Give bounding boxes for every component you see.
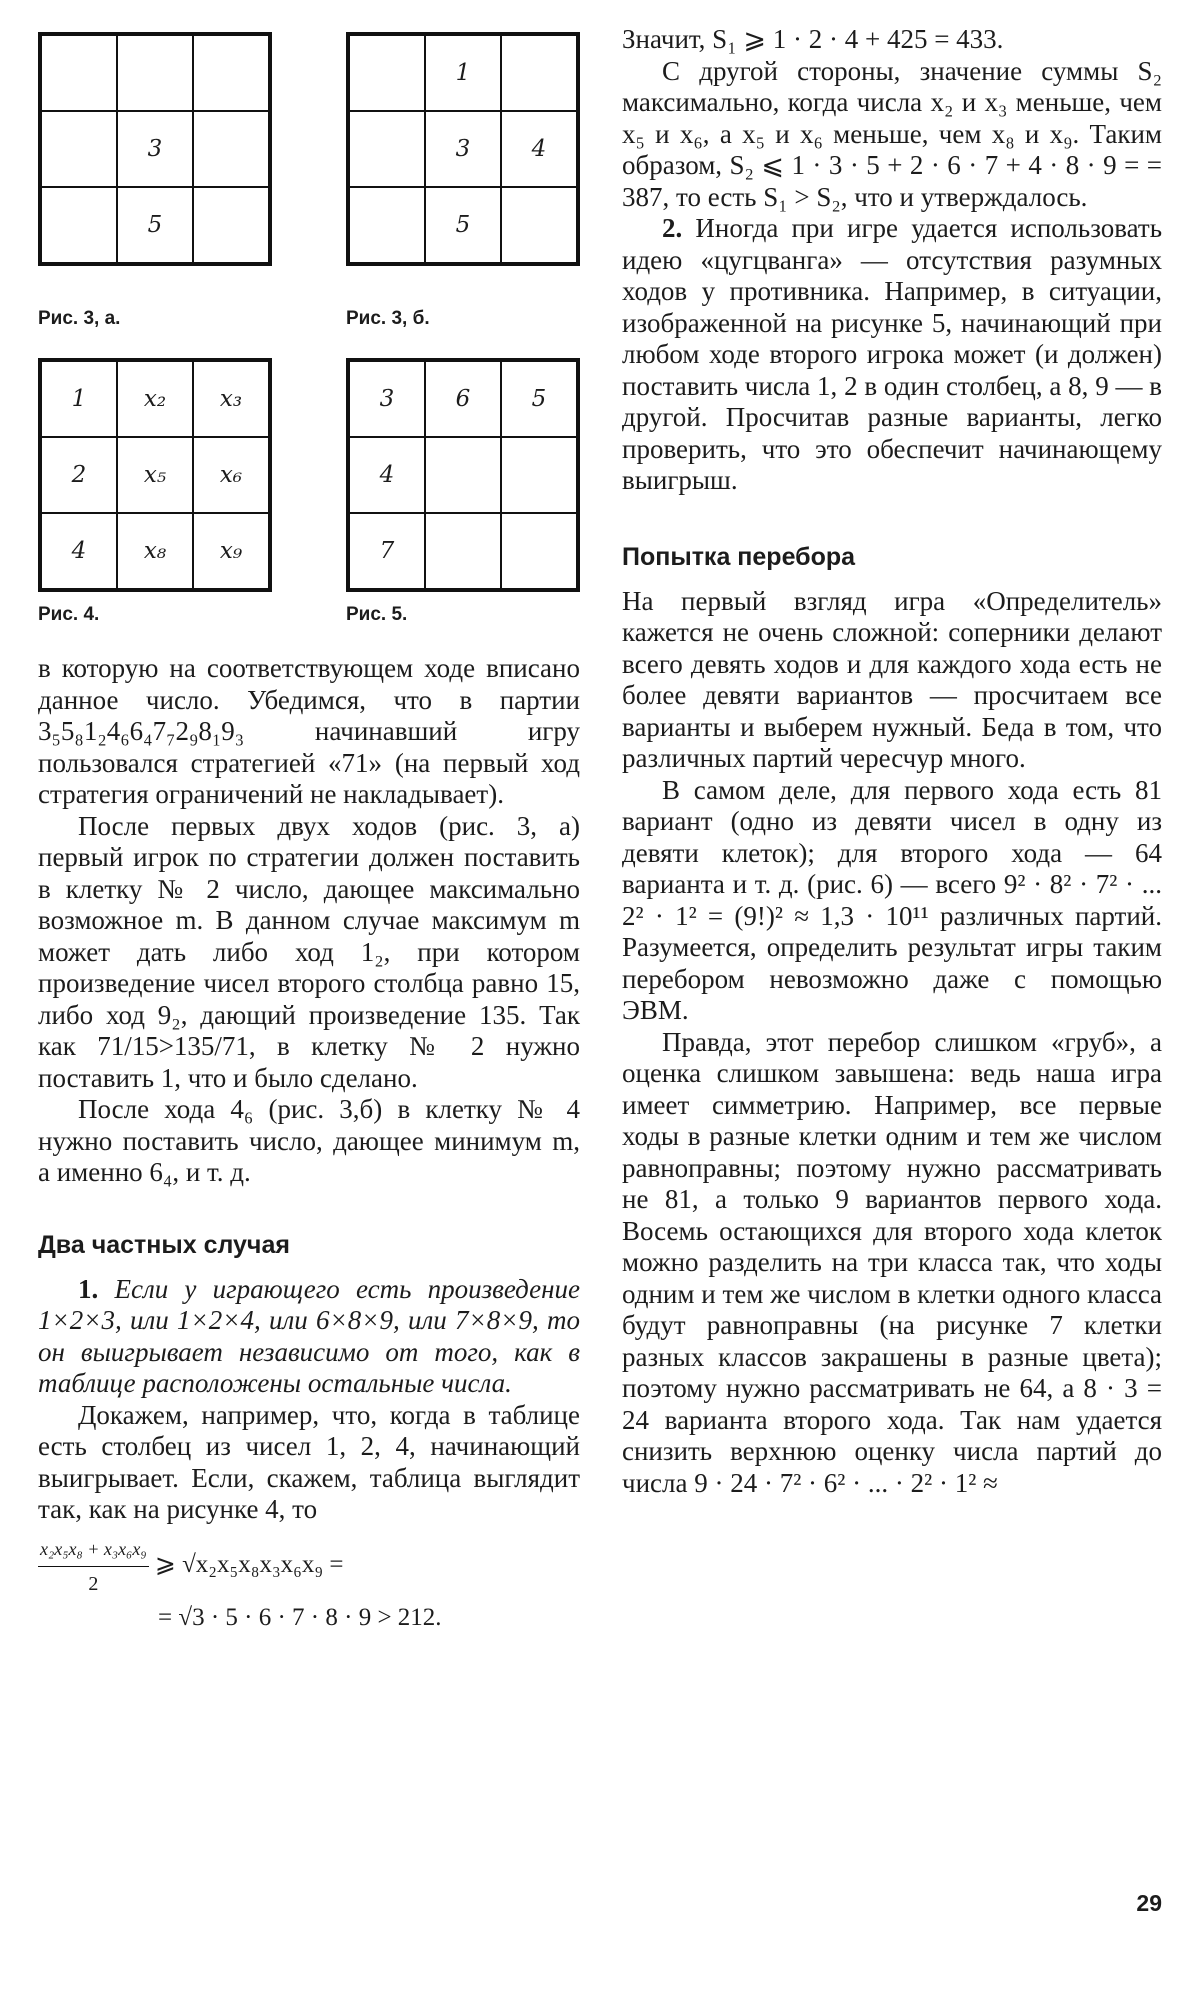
- formula-rhs-2: = √3 · 5 · 6 · 7 · 8 · 9 > 212.: [158, 1603, 442, 1631]
- paragraph: Докажем, например, что, когда в таблице есть столбец из чисел 1, 2, 4, начинающий выигрывает. Если, скажем, таблица выглядит так, как на рисунке 4, то: [38, 1399, 580, 1524]
- grid-cell: [349, 35, 425, 111]
- grid-cell: [425, 513, 501, 589]
- grid-cell: [349, 111, 425, 187]
- item-number: 1.: [78, 1273, 99, 1304]
- paragraph: На первый взгляд игра «Определитель» кажется не очень сложной: соперники делают всего девять ходов и для каждого хода есть не более девяти вариантов — просчитаем все варианты и выберем нужный. Беда в том, что различных партий чересчур много.: [622, 585, 1162, 773]
- paragraph: После первых двух ходов (рис. 3, а) первый игрок по стратегии должен поставить в клетку № 2 число, дающее максимально возможное m. В данном случае максимум m может дать либо ход 1₂, при котором произведение чисел второго столбца равно 15, либо ход 9₂, дающий произведение 135. Так как 71/15>135/71, в клетку № 2 нужно поставить 1, что и было сделано.: [38, 810, 580, 1093]
- paragraph: Значит, S₁ ⩾ 1 · 2 · 4 + 425 = 433.: [622, 24, 1004, 54]
- figure-4-caption: Рис. 4.: [38, 604, 100, 625]
- grid-cell: [193, 111, 269, 187]
- paragraph: [38, 1274, 580, 1400]
- paragraph-text: Иногда при игре удается использовать идею «цугцванга» — отсутствия разумных ходов у противника. Например, в ситуации, изображенной на рисунке 5, начинающий при любом ходе второго игрока может (и должен) поставить числа 1, 2 в один столбец, а 8, 9 — в другой. Просчитав разные варианты, легко проверить, что это обеспечит начинающему выигрыш.: [622, 213, 1163, 495]
- grid-cell: x₂: [117, 361, 193, 437]
- figure-3a-grid: [38, 32, 272, 266]
- paragraph: [622, 213, 1162, 497]
- figure-5-grid: [346, 358, 580, 592]
- formula-rhs-1: ⩾ √x₂x₅x₈x₃x₆x₉ =: [154, 1550, 344, 1578]
- figure-4-grid: [38, 358, 272, 592]
- grid-cell: x₆: [193, 437, 269, 513]
- grid-cell: [501, 437, 577, 513]
- figure-3b-caption: Рис. 3, б.: [346, 308, 430, 329]
- figure-3b-grid: [346, 32, 580, 266]
- grid-cell: [41, 187, 117, 263]
- theorem-text: Если у играющего есть произведение 1×2×3, или 1×2×4, или 6×8×9, или 7×8×9, то он выигрывает независимо от того, как в таблице расположены остальные числа.: [38, 1273, 580, 1398]
- formula: [38, 1532, 580, 1635]
- grid-cell: 7: [349, 513, 425, 589]
- section-heading: Два частных случая: [38, 1230, 290, 1259]
- grid-cell: [501, 35, 577, 111]
- grid-cell: x₃: [193, 361, 269, 437]
- left-column: [38, 653, 580, 1635]
- grid-cell: 4: [349, 437, 425, 513]
- page-number: 29: [1136, 1890, 1162, 1916]
- grid-cell: 2: [41, 437, 117, 513]
- grid-cell: [41, 111, 117, 187]
- formula-fraction: [38, 1532, 149, 1601]
- grid-cell: 5: [501, 361, 577, 437]
- figure-3a-caption: Рис. 3, а.: [38, 308, 121, 329]
- grid-cell: [117, 35, 193, 111]
- grid-cell: 6: [425, 361, 501, 437]
- grid-cell: [501, 513, 577, 589]
- paragraph: Правда, этот перебор слишком «груб», а оценка слишком завышена: ведь наша игра имеет симметрию. Например, все первые ходы в разные клетки одним и тем же числом равноправны; поэтому нужно рассматривать не 81, а только 9 вариантов первого хода. Восемь остающихся для второго хода клеток можно разделить на три класса так, что ходы одним и тем же числом в клетки одного класса будут равноправны (на рисунке 7 клетки разных классов закрашены в разные цвета); поэтому нужно рассматривать не 64, а 8 · 3 = 24 варианта второго хода. Так нам удается снизить верхнюю оценку числа партий до числа 9 · 24 · 7² · 6² · ... · 2² · 1² ≈: [622, 1026, 1162, 1498]
- figures-block: [38, 32, 598, 642]
- paragraph: После хода 4₆ (рис. 3,б) в клетку № 4 нужно поставить число, дающее минимум m, а именно 6₄, и т. д.: [38, 1094, 580, 1187]
- paragraph: С другой стороны, значение суммы S₂ максимально, когда числа x₂ и x₃ меньше, чем x₅ и x₆, а x₅ и x₆ меньше, чем x₈ и x₉. Таким образом, S₂ ⩽ 1 · 3 · 5 + 2 · 6 · 7 + 4 · 8 · 9 = = 387, то есть S₁ > S₂, что и утверждалось.: [622, 55, 1162, 212]
- figure-5-caption: Рис. 5.: [346, 604, 408, 625]
- formula-denominator: 2: [88, 1572, 99, 1595]
- grid-cell: 4: [41, 513, 117, 589]
- grid-cell: [501, 187, 577, 263]
- grid-cell: 3: [349, 361, 425, 437]
- section-heading: Попытка перебора: [622, 542, 856, 571]
- item-number: 2.: [662, 213, 683, 243]
- grid-cell: [193, 187, 269, 263]
- grid-cell: 4: [501, 111, 577, 187]
- grid-cell: [193, 35, 269, 111]
- formula-numerator: x₂x₅x₈ + x₃x₆x₉: [38, 1532, 149, 1567]
- grid-cell: 5: [425, 187, 501, 263]
- grid-cell: [41, 35, 117, 111]
- grid-cell: [425, 437, 501, 513]
- grid-cell: 5: [117, 187, 193, 263]
- paragraph: в которую на соответствующем ходе вписано данное число. Убедимся, что в партии 3₅5₈1₂4₆6₄7₇2₉8₁9₃ начинавший игру пользовался стратегией «71» (на первый ход стратегия ограничений не накладывает).: [38, 653, 580, 809]
- grid-cell: x₉: [193, 513, 269, 589]
- grid-cell: x₈: [117, 513, 193, 589]
- paragraph: В самом деле, для первого хода есть 81 вариант (одно из девяти чисел в одну из девяти клеток); для второго хода — 64 варианта и т. д. (рис. 6) — всего 9² · 8² · 7² · ... 2² · 1² = (9!)² ≈ 1,3 · 10¹¹ различных партий. Разумеется, определить результат игры таким перебором невозможно даже с помощью ЭВМ.: [622, 774, 1162, 1025]
- right-column: [622, 24, 1162, 1499]
- grid-cell: 3: [117, 111, 193, 187]
- grid-cell: 1: [425, 35, 501, 111]
- grid-cell: x₅: [117, 437, 193, 513]
- grid-cell: 3: [425, 111, 501, 187]
- grid-cell: [349, 187, 425, 263]
- grid-cell: 1: [41, 361, 117, 437]
